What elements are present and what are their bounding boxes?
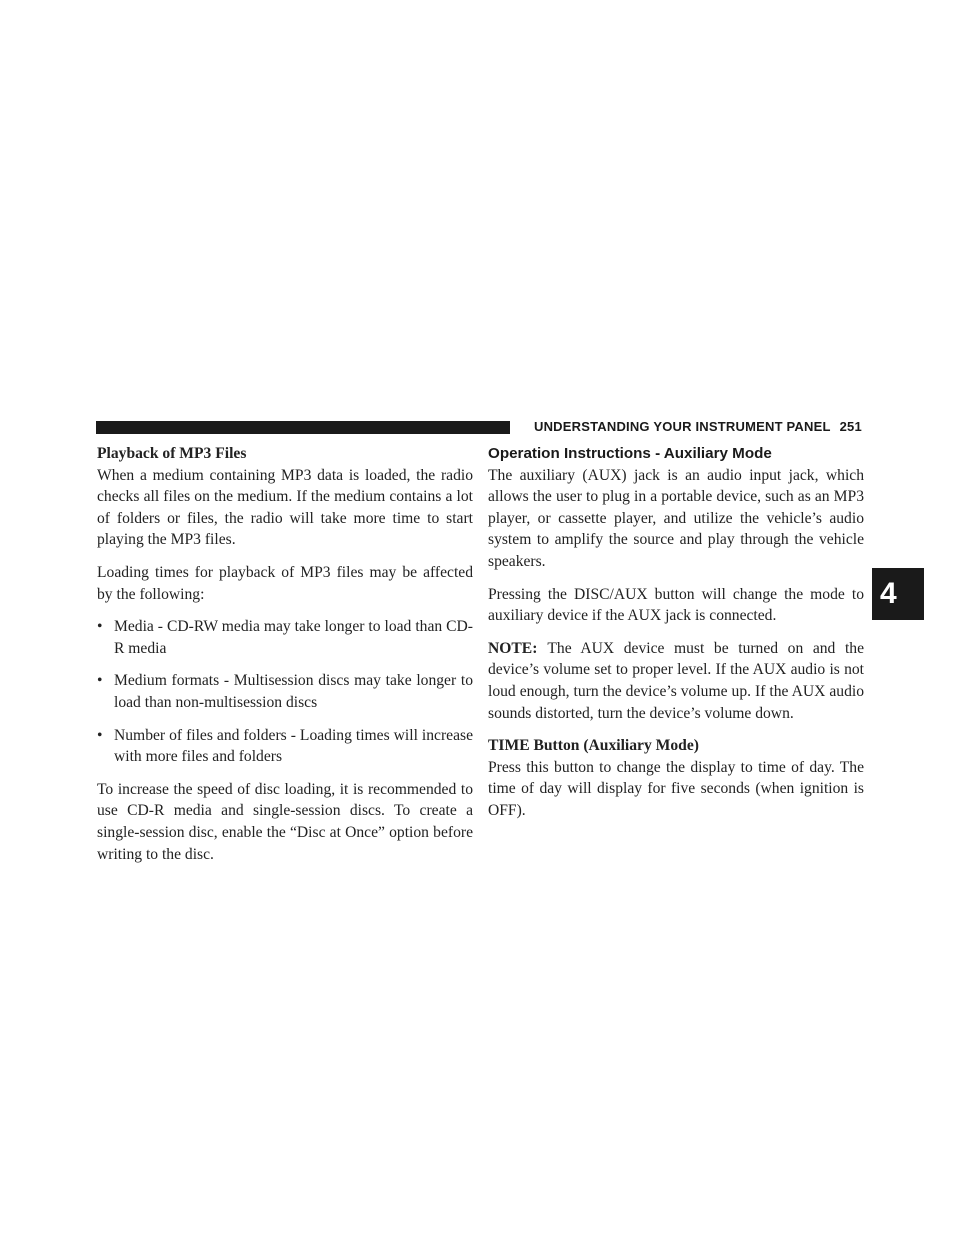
paragraph: When a medium containing MP3 data is loaded, the radio checks all files on the medium. If the medium contains a lot of folders or files, the radio will take more time to start playing the MP3 files. [97,466,473,549]
header-title: UNDERSTANDING YOUR INSTRUMENT PANEL [534,419,831,434]
bullet-icon: • [97,672,103,690]
right-column [488,443,864,833]
paragraph: Press this button to change the display to time of day. The time of day will display for five seconds (when ignition is OFF). [488,758,864,819]
header-rule [96,421,510,434]
list-item-text: Media - CD-RW media may take longer to load than CD-R media [114,618,473,657]
list-item [97,670,473,713]
subheading-time-button: TIME Button (Auxiliary Mode) [488,737,699,755]
note-text: The AUX device must be turned on and the device’s volume set to proper level. If the AUX audio is not loud enough, turn the device’s volume up. If the AUX audio sounds distorted, turn the device’s volume down. [488,639,864,722]
paragraph: The auxiliary (AUX) jack is an audio input jack, which allows the user to plug in a portable device, such as an MP3 player, or cassette player, and utilize the vehicle’s audio system to amplify the source and play through the vehicle speakers. [488,466,864,570]
bullet-icon: • [97,618,103,636]
note [488,638,864,724]
section-heading-mp3-playback: Playback of MP3 Files [97,445,247,462]
running-header [534,418,862,436]
left-column [97,443,473,876]
paragraph: Pressing the DISC/AUX button will change the mode to auxiliary device if the AUX jack is connected. [488,585,864,625]
chapter-tab: 4 [872,568,924,620]
bullet-icon: • [97,726,103,744]
list-item [97,616,473,659]
list-item [97,725,473,768]
paragraph: Loading times for playback of MP3 files may be affected by the following: [97,563,473,603]
bullet-list [97,616,473,768]
section-heading-auxiliary-mode: Operation Instructions - Auxiliary Mode [488,445,772,462]
list-item-text: Medium formats - Multisession discs may take longer to load than non-multisession discs [114,672,473,711]
note-label: NOTE: [488,639,538,657]
paragraph: To increase the speed of disc loading, it is recommended to use CD-R media and single-session discs. To create a single-session disc, enable the “Disc at Once” option before writing to the disc. [97,780,473,863]
list-item-text: Number of files and folders - Loading times will increase with more files and folders [114,726,473,766]
page-number: 251 [839,419,862,434]
